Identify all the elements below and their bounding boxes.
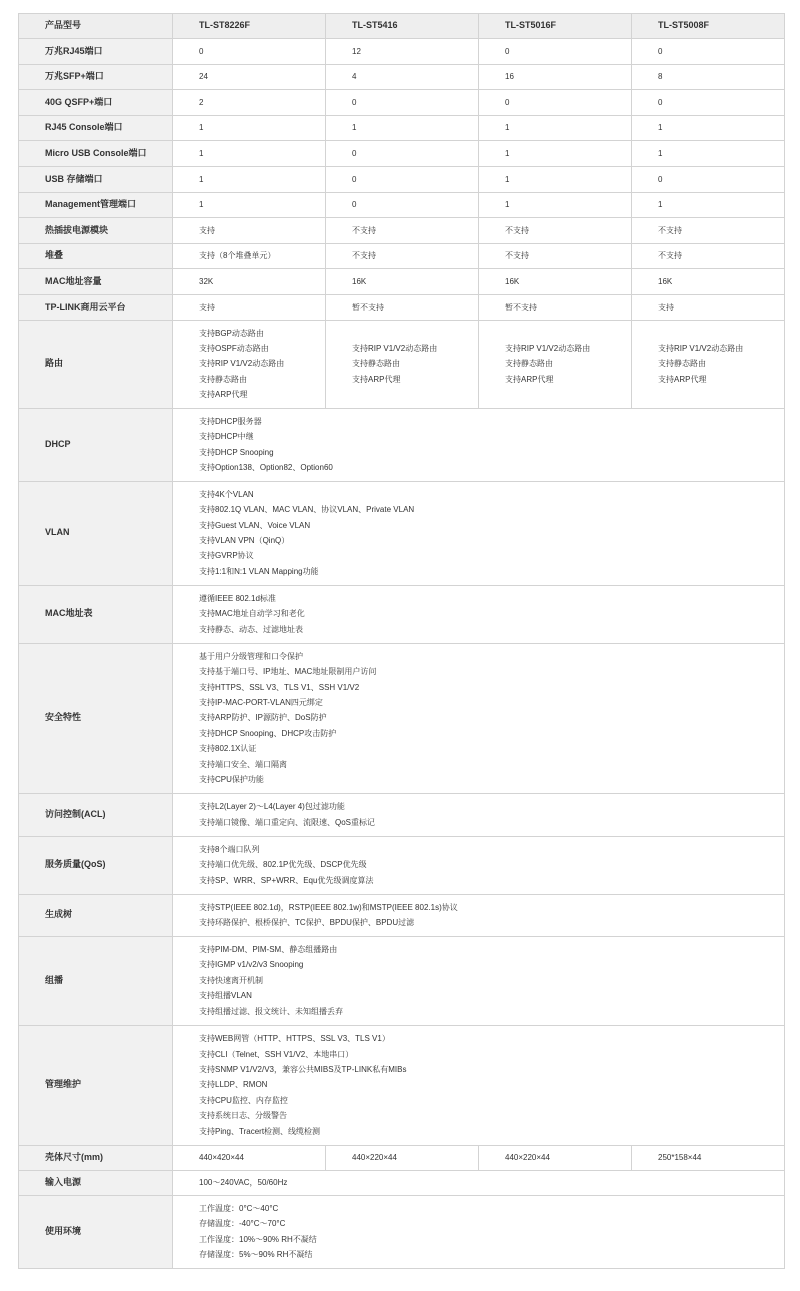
feature-line: 支持Guest VLAN、Voice VLAN xyxy=(199,520,311,530)
cell-value: 支持 xyxy=(173,294,326,320)
cell-value: 1 xyxy=(632,115,785,141)
table-row xyxy=(19,1145,785,1170)
feature-line: 支持4K个VLAN xyxy=(199,489,254,499)
cell-value: 暂不支持 xyxy=(326,294,479,320)
feature-line: 支持OSPF动态路由 xyxy=(199,343,269,353)
feature-line: 支持静态路由 xyxy=(505,359,553,369)
cell-value: 0 xyxy=(632,166,785,192)
cell-value xyxy=(173,643,785,793)
model-name: TL-ST5016F xyxy=(479,14,632,39)
row-label: TP-LINK商用云平台 xyxy=(19,294,173,320)
feature-line: 支持环路保护、根桥保护、TC保护、BPDU保护、BPDU过滤 xyxy=(199,918,415,928)
cell-value: 1 xyxy=(173,166,326,192)
feature-line: 支持组播VLAN xyxy=(199,991,252,1001)
table-row xyxy=(19,192,785,218)
table-row xyxy=(19,166,785,192)
feature-line: 支持HTTPS、SSL V3、TLS V1、SSH V1/V2 xyxy=(199,682,360,692)
table-row xyxy=(19,39,785,65)
row-label: 40G QSFP+端口 xyxy=(19,90,173,116)
feature-line: 支持DHCP Snooping、DHCP攻击防护 xyxy=(199,728,337,738)
feature-line: 遵循IEEE 802.1d标准 xyxy=(199,593,276,603)
spec-table xyxy=(18,13,785,1269)
feature-line: 支持ARP代理 xyxy=(352,374,401,384)
feature-line: 工作温度：0°C～40°C xyxy=(199,1203,279,1213)
cell-value: 0 xyxy=(326,141,479,167)
feature-line: 支持BGP动态路由 xyxy=(199,328,264,338)
cell-value xyxy=(173,1025,785,1145)
table-row xyxy=(19,1195,785,1268)
row-label: 安全特性 xyxy=(19,643,173,793)
cell-value: 1 xyxy=(632,141,785,167)
cell-value: 16K xyxy=(326,269,479,295)
table-row xyxy=(19,141,785,167)
cell-value xyxy=(173,408,785,481)
cell-value: 1 xyxy=(479,115,632,141)
row-label: USB 存储端口 xyxy=(19,166,173,192)
cell-value: 0 xyxy=(173,39,326,65)
cell-value: 1 xyxy=(173,115,326,141)
cell-value: 0 xyxy=(632,39,785,65)
cell-value xyxy=(173,836,785,894)
cell-value: 1 xyxy=(632,192,785,218)
header-row xyxy=(19,14,785,39)
row-label: RJ45 Console端口 xyxy=(19,115,173,141)
row-label: 服务质量(QoS) xyxy=(19,836,173,894)
row-label: 堆叠 xyxy=(19,243,173,269)
cell-value xyxy=(173,585,785,643)
cell-value: 不支持 xyxy=(326,243,479,269)
cell-value: 16K xyxy=(479,269,632,295)
cell-value: 支持（8个堆叠单元） xyxy=(173,243,326,269)
row-label: 组播 xyxy=(19,936,173,1025)
feature-line: 支持组播过滤、报文统计、未知组播丢弃 xyxy=(199,1006,343,1016)
model-name: TL-ST5008F xyxy=(632,14,785,39)
cell-value: 不支持 xyxy=(326,218,479,244)
cell-value: 100～240VAC，50/60Hz xyxy=(173,1170,785,1195)
feature-line: 支持系统日志、分级警告 xyxy=(199,1111,287,1121)
feature-line: 支持端口安全、端口隔离 xyxy=(199,759,287,769)
feature-line: 支持静态、动态、过滤地址表 xyxy=(199,624,303,634)
feature-line: 支持SNMP V1/V2/V3，兼容公共MIBS及TP-LINK私有MIBs xyxy=(199,1064,407,1074)
row-label: 管理维护 xyxy=(19,1025,173,1145)
row-label: 路由 xyxy=(19,320,173,408)
feature-line: 支持RIP V1/V2动态路由 xyxy=(352,343,438,353)
feature-line: 支持DHCP Snooping xyxy=(199,447,274,457)
cell-value: 440×420×44 xyxy=(173,1145,326,1170)
cell-value: 不支持 xyxy=(479,243,632,269)
feature-line: 支持Option138、Option82、Option60 xyxy=(199,462,333,472)
cell-value: 0 xyxy=(632,90,785,116)
cell-value: 32K xyxy=(173,269,326,295)
feature-line: 支持ARP代理 xyxy=(505,374,554,384)
feature-line: 支持ARP防护、IP源防护、DoS防护 xyxy=(199,713,327,723)
table-row xyxy=(19,481,785,585)
row-label: Management管理端口 xyxy=(19,192,173,218)
cell-value: 0 xyxy=(326,90,479,116)
table-row xyxy=(19,936,785,1025)
table-row xyxy=(19,218,785,244)
row-label: 访问控制(ACL) xyxy=(19,793,173,836)
cell-value xyxy=(479,320,632,408)
table-row xyxy=(19,585,785,643)
feature-line: 支持基于端口号、IP地址、MAC地址限制用户访问 xyxy=(199,667,377,677)
feature-line: 支持8个端口队列 xyxy=(199,844,260,854)
table-row xyxy=(19,408,785,481)
feature-line: 支持DHCP中继 xyxy=(199,432,254,442)
cell-value xyxy=(173,320,326,408)
row-label: 壳体尺寸(mm) xyxy=(19,1145,173,1170)
row-label: 热插拔电源模块 xyxy=(19,218,173,244)
feature-line: 支持ARP代理 xyxy=(199,390,248,400)
row-label: 输入电源 xyxy=(19,1170,173,1195)
cell-value: 不支持 xyxy=(632,243,785,269)
header-label: 产品型号 xyxy=(19,14,173,39)
table-row xyxy=(19,243,785,269)
cell-value xyxy=(173,1195,785,1268)
feature-line: 支持Ping、Tracert检测、线缆检测 xyxy=(199,1126,321,1136)
table-row xyxy=(19,115,785,141)
cell-value: 12 xyxy=(326,39,479,65)
feature-line: 支持端口镜像、端口重定向、流限速、QoS重标记 xyxy=(199,817,376,827)
feature-line: 支持RIP V1/V2动态路由 xyxy=(505,343,591,353)
cell-value: 0 xyxy=(326,192,479,218)
table-row xyxy=(19,836,785,894)
feature-line: 支持SP、WRR、SP+WRR、Equ优先级调度算法 xyxy=(199,875,374,885)
row-label: VLAN xyxy=(19,481,173,585)
row-label: MAC地址容量 xyxy=(19,269,173,295)
row-label: DHCP xyxy=(19,408,173,481)
cell-value xyxy=(173,936,785,1025)
cell-value: 250*158×44 xyxy=(632,1145,785,1170)
cell-value: 支持 xyxy=(173,218,326,244)
feature-line: 存储温度：-40°C～70°C xyxy=(199,1219,286,1229)
feature-line: 存储湿度：5%～90% RH不凝结 xyxy=(199,1249,313,1259)
feature-line: 支持STP(IEEE 802.1d)，RSTP(IEEE 802.1w)和MSTP(IEEE 802.1s)协议 xyxy=(199,902,458,912)
feature-line: 支持快速离开机制 xyxy=(199,975,263,985)
feature-line: 支持802.1Q VLAN、MAC VLAN、协议VLAN、Private VLAN xyxy=(199,505,415,515)
feature-line: 支持端口优先级、802.1P优先级、DSCP优先级 xyxy=(199,860,367,870)
model-name: TL-ST8226F xyxy=(173,14,326,39)
feature-line: 支持IP-MAC-PORT-VLAN四元绑定 xyxy=(199,697,323,707)
table-row xyxy=(19,793,785,836)
cell-value: 1 xyxy=(173,192,326,218)
feature-line: 支持WEB网管（HTTP、HTTPS、SSL V3、TLS V1） xyxy=(199,1034,390,1044)
table-row xyxy=(19,643,785,793)
feature-line: 支持DHCP服务器 xyxy=(199,416,262,426)
table-row xyxy=(19,320,785,408)
cell-value: 支持 xyxy=(632,294,785,320)
feature-line: 支持静态路由 xyxy=(352,359,400,369)
cell-value: 440×220×44 xyxy=(326,1145,479,1170)
cell-value xyxy=(173,793,785,836)
table-row xyxy=(19,294,785,320)
table-row xyxy=(19,1170,785,1195)
row-label: Micro USB Console端口 xyxy=(19,141,173,167)
cell-value: 1 xyxy=(479,141,632,167)
table-row xyxy=(19,1025,785,1145)
table-row xyxy=(19,90,785,116)
feature-line: 支持IGMP v1/v2/v3 Snooping xyxy=(199,960,304,970)
cell-value: 1 xyxy=(173,141,326,167)
row-label: MAC地址表 xyxy=(19,585,173,643)
feature-line: 支持静态路由 xyxy=(658,359,706,369)
cell-value: 8 xyxy=(632,64,785,90)
feature-line: 支持CLI（Telnet、SSH V1/V2、本地串口） xyxy=(199,1049,354,1059)
feature-line: 支持RIP V1/V2动态路由 xyxy=(199,359,285,369)
feature-line: 支持MAC地址自动学习和老化 xyxy=(199,609,305,619)
feature-line: 支持CPU监控、内存监控 xyxy=(199,1095,288,1105)
cell-value: 不支持 xyxy=(479,218,632,244)
feature-line: 支持CPU保护功能 xyxy=(199,774,264,784)
feature-line: 支持VLAN VPN（QinQ） xyxy=(199,536,290,546)
row-label: 生成树 xyxy=(19,894,173,936)
cell-value xyxy=(326,320,479,408)
cell-value: 4 xyxy=(326,64,479,90)
cell-value xyxy=(173,481,785,585)
feature-line: 支持ARP代理 xyxy=(658,374,707,384)
cell-value: 24 xyxy=(173,64,326,90)
feature-line: 基于用户分级管理和口令保护 xyxy=(199,651,303,661)
cell-value: 1 xyxy=(326,115,479,141)
feature-line: 支持PIM-DM、PIM-SM、静态组播路由 xyxy=(199,945,338,955)
cell-value: 440×220×44 xyxy=(479,1145,632,1170)
row-label: 万兆SFP+端口 xyxy=(19,64,173,90)
feature-line: 支持静态路由 xyxy=(199,374,247,384)
cell-value: 1 xyxy=(479,166,632,192)
feature-line: 工作湿度：10%～90% RH不凝结 xyxy=(199,1234,317,1244)
cell-value: 1 xyxy=(479,192,632,218)
cell-value xyxy=(173,894,785,936)
cell-value: 2 xyxy=(173,90,326,116)
row-label: 万兆RJ45端口 xyxy=(19,39,173,65)
feature-line: 支持GVRP协议 xyxy=(199,551,254,561)
cell-value: 0 xyxy=(479,39,632,65)
cell-value xyxy=(632,320,785,408)
table-row xyxy=(19,64,785,90)
cell-value: 暂不支持 xyxy=(479,294,632,320)
model-name: TL-ST5416 xyxy=(326,14,479,39)
feature-line: 支持L2(Layer 2)～L4(Layer 4)包过滤功能 xyxy=(199,802,345,812)
cell-value: 0 xyxy=(326,166,479,192)
cell-value: 0 xyxy=(479,90,632,116)
cell-value: 16 xyxy=(479,64,632,90)
table-row xyxy=(19,894,785,936)
feature-line: 支持802.1X认证 xyxy=(199,744,257,754)
table-row xyxy=(19,269,785,295)
feature-line: 支持1:1和N:1 VLAN Mapping功能 xyxy=(199,566,319,576)
row-label: 使用环境 xyxy=(19,1195,173,1268)
feature-line: 支持LLDP、RMON xyxy=(199,1080,268,1090)
cell-value: 16K xyxy=(632,269,785,295)
feature-line: 支持RIP V1/V2动态路由 xyxy=(658,343,744,353)
cell-value: 不支持 xyxy=(632,218,785,244)
